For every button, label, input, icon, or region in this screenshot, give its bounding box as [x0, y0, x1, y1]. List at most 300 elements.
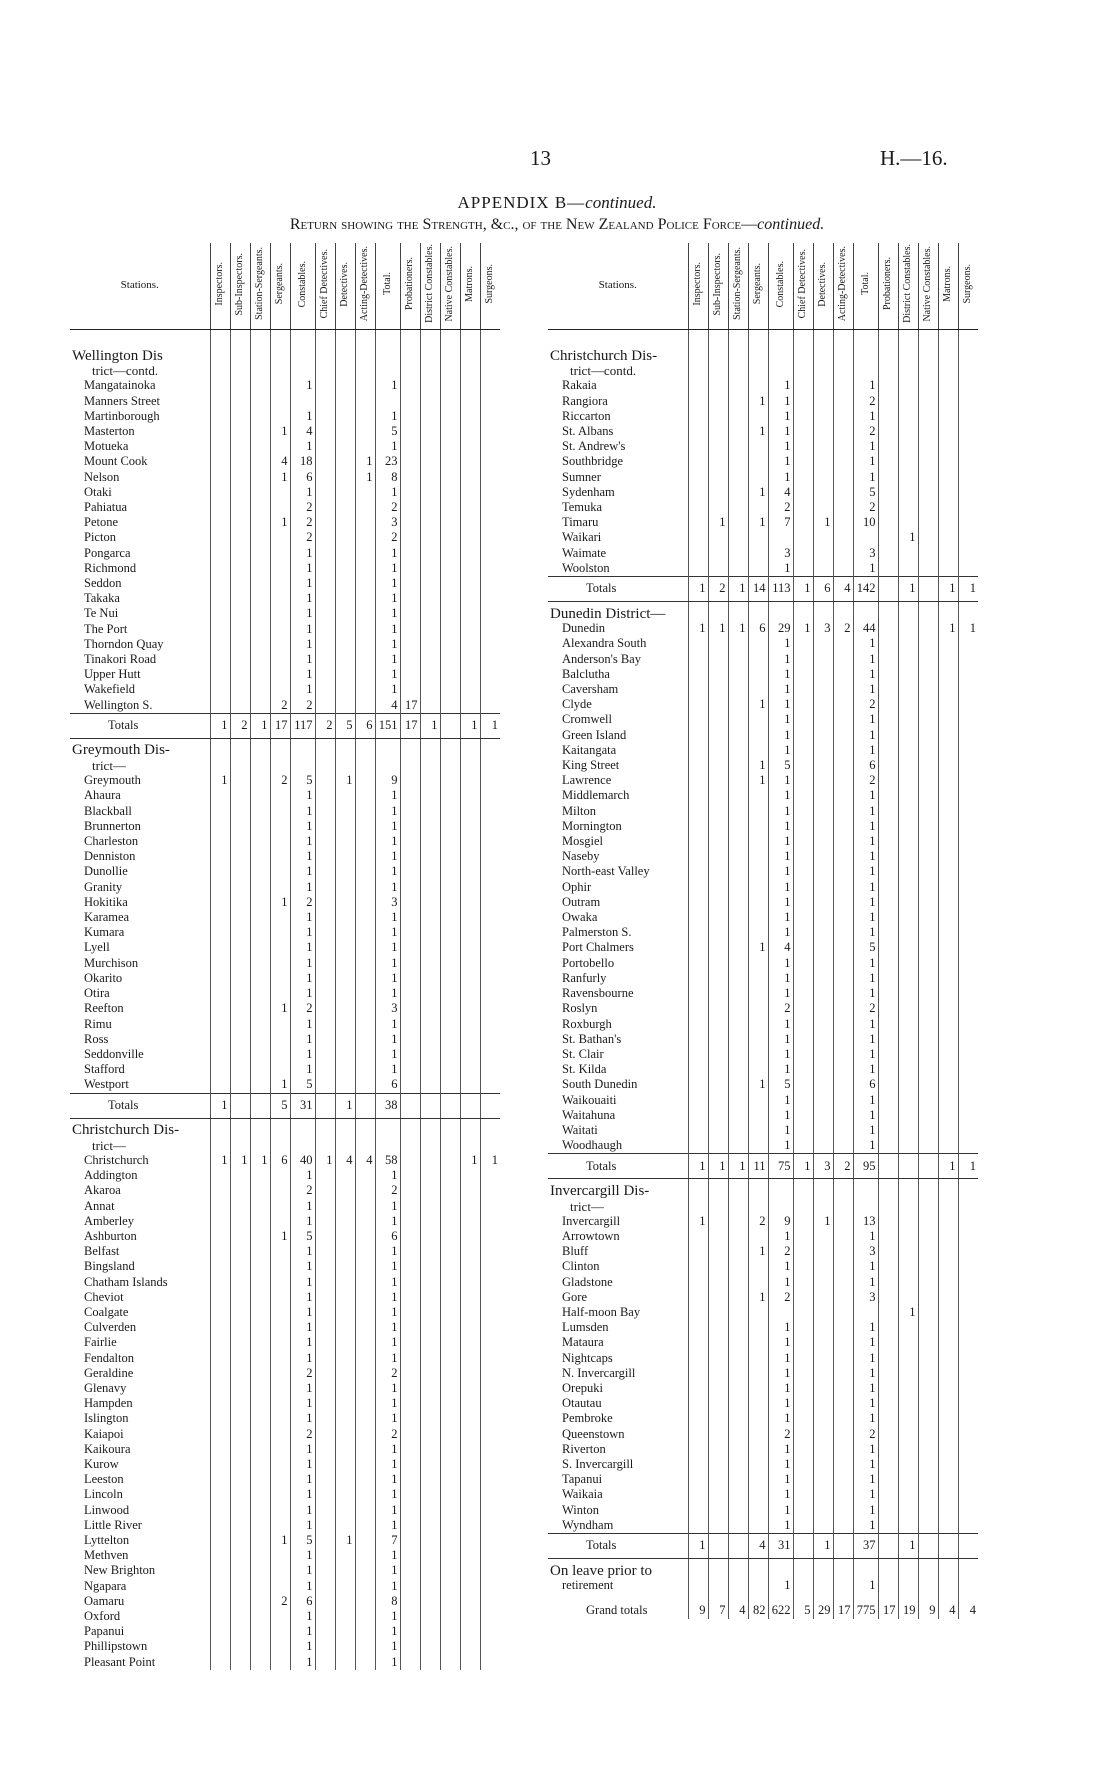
cell-value	[315, 1457, 335, 1472]
cell-value	[420, 1442, 440, 1457]
cell-value	[400, 925, 420, 940]
cell-value: 1	[290, 1259, 315, 1274]
table-row	[548, 880, 978, 895]
cell-value: 1	[290, 378, 315, 393]
column-header: Stations.	[548, 243, 688, 330]
cell-value	[420, 1244, 440, 1259]
cell-value: 1	[375, 1244, 400, 1259]
cell-value	[460, 1320, 480, 1335]
cell-value	[315, 1001, 335, 1016]
cell-value	[315, 1093, 335, 1118]
cell-value	[938, 1179, 958, 1199]
cell-value	[728, 804, 748, 819]
cell-value	[315, 424, 335, 439]
cell-value	[958, 925, 978, 940]
cell-value	[748, 652, 768, 667]
table-row	[548, 1290, 978, 1305]
cell-value: 1	[375, 849, 400, 864]
cell-value	[335, 1503, 355, 1518]
cell-value: 1	[290, 849, 315, 864]
table-row	[548, 1366, 978, 1381]
cell-value: 1	[290, 591, 315, 606]
cell-value	[250, 591, 270, 606]
cell-value	[315, 1335, 335, 1350]
cell-value: 1	[853, 1411, 878, 1426]
cell-value	[878, 1427, 898, 1442]
station-name: Lyttelton	[84, 1532, 130, 1547]
cell-value	[833, 864, 853, 879]
cell-value	[440, 1077, 460, 1093]
cell-value	[793, 834, 813, 849]
cell-value	[420, 1609, 440, 1624]
cell-value: 6	[270, 1153, 290, 1168]
table-row	[70, 910, 500, 925]
cell-value	[400, 1214, 420, 1229]
cell-value	[708, 1108, 728, 1123]
cell-value	[315, 363, 335, 378]
cell-value	[748, 1558, 768, 1578]
cell-value	[335, 1183, 355, 1198]
cell-value: 1	[853, 819, 878, 834]
cell-value	[938, 1123, 958, 1138]
cell-value	[440, 1320, 460, 1335]
cell-value	[420, 1487, 440, 1502]
cell-value	[688, 667, 708, 682]
cell-value	[250, 330, 270, 345]
cell-value	[230, 1533, 250, 1548]
station-name: trict—	[92, 758, 126, 774]
cell-value	[250, 1655, 270, 1670]
cell-value: 1	[375, 1199, 400, 1214]
cell-value	[355, 1427, 375, 1442]
cell-value	[833, 667, 853, 682]
cell-value	[335, 819, 355, 834]
cell-value	[813, 1062, 833, 1077]
cell-value	[480, 576, 500, 591]
table-row	[548, 697, 978, 712]
cell-value	[768, 1179, 793, 1199]
cell-value: 1	[853, 1123, 878, 1138]
cell-value	[400, 1381, 420, 1396]
cell-value: 1	[853, 1396, 878, 1411]
cell-value	[335, 1275, 355, 1290]
cell-value	[315, 454, 335, 469]
table-row	[70, 1062, 500, 1077]
station-name: St. Albans	[562, 424, 614, 438]
table-row	[70, 561, 500, 576]
cell-value	[793, 485, 813, 500]
cell-value	[230, 1442, 250, 1457]
cell-value	[728, 773, 748, 788]
cell-value	[958, 788, 978, 803]
cell-value	[938, 971, 958, 986]
cell-value	[400, 591, 420, 606]
column-header	[688, 243, 708, 330]
station-name: Stafford	[84, 1062, 125, 1077]
cell-value: 622	[768, 1603, 793, 1618]
station-name: Christchurch	[84, 1152, 149, 1167]
cell-value	[688, 834, 708, 849]
cell-value	[480, 925, 500, 940]
cell-value	[938, 1442, 958, 1457]
station-name: Invercargill	[562, 1213, 621, 1228]
cell-value	[748, 1518, 768, 1534]
cell-value	[420, 546, 440, 561]
cell-value	[230, 1335, 250, 1350]
cell-value	[768, 602, 793, 622]
cell-value	[793, 470, 813, 485]
cell-value	[230, 819, 250, 834]
cell-value	[270, 1259, 290, 1274]
cell-value	[918, 424, 938, 439]
station-name: Richmond	[84, 560, 137, 575]
cell-value	[938, 1093, 958, 1108]
cell-value	[315, 606, 335, 621]
cell-value	[460, 606, 480, 621]
station-name: Mornington	[562, 818, 622, 833]
cell-value	[270, 1381, 290, 1396]
cell-value	[708, 743, 728, 758]
table-row	[548, 636, 978, 651]
cell-value: 3	[375, 515, 400, 530]
cell-value	[833, 652, 853, 667]
cell-value	[898, 728, 918, 743]
cell-value: 113	[768, 577, 793, 602]
cell-value	[355, 330, 375, 345]
station-name: trict—	[92, 1137, 126, 1153]
cell-value	[210, 1381, 230, 1396]
column-header-label: Surgeons.	[962, 264, 974, 304]
cell-value: 2	[290, 1366, 315, 1381]
cell-value	[460, 424, 480, 439]
cell-value	[793, 530, 813, 545]
cell-value	[460, 1594, 480, 1609]
cell-value	[250, 910, 270, 925]
table-row	[70, 698, 500, 714]
cell-value	[793, 880, 813, 895]
station-name: Orepuki	[562, 1380, 603, 1395]
table-row	[548, 1320, 978, 1335]
cell-value	[958, 1427, 978, 1442]
cell-value	[440, 1351, 460, 1366]
cell-value	[878, 621, 898, 636]
strength-table-left	[70, 243, 500, 1670]
cell-value	[230, 895, 250, 910]
cell-value	[853, 330, 878, 345]
cell-value	[460, 1229, 480, 1244]
cell-value	[290, 738, 315, 758]
cell-value	[355, 424, 375, 439]
table-row	[70, 1244, 500, 1259]
cell-value	[460, 591, 480, 606]
cell-value: 2	[290, 895, 315, 910]
cell-value	[230, 1259, 250, 1274]
cell-value: 5	[375, 424, 400, 439]
station-name: The Port	[84, 621, 128, 636]
cell-value	[813, 1472, 833, 1487]
right-table-panel	[548, 243, 1016, 1619]
cell-value: 1	[290, 880, 315, 895]
cell-value	[335, 682, 355, 697]
cell-value: 1	[290, 1305, 315, 1320]
cell-value: 2	[230, 713, 250, 738]
cell-value	[210, 910, 230, 925]
table-row	[548, 1487, 978, 1502]
cell-value	[918, 773, 938, 788]
cell-value	[833, 1123, 853, 1138]
cell-value	[440, 773, 460, 788]
cell-value	[938, 1396, 958, 1411]
cell-value	[688, 1366, 708, 1381]
cell-value	[250, 1032, 270, 1047]
cell-value	[480, 1290, 500, 1305]
cell-value	[420, 1396, 440, 1411]
cell-value	[878, 1305, 898, 1320]
table-row	[548, 682, 978, 697]
cell-value	[898, 1396, 918, 1411]
cell-value	[270, 758, 290, 773]
cell-value	[230, 1199, 250, 1214]
cell-value	[833, 1335, 853, 1350]
cell-value: 1	[768, 1472, 793, 1487]
cell-value	[315, 330, 335, 345]
cell-value	[708, 330, 728, 345]
cell-value	[460, 1563, 480, 1578]
cell-value	[250, 1351, 270, 1366]
cell-value	[270, 1457, 290, 1472]
cell-value: 1	[375, 940, 400, 955]
totals-row	[548, 577, 978, 602]
cell-value: 1	[375, 1639, 400, 1654]
cell-value	[793, 1017, 813, 1032]
table-row	[548, 652, 978, 667]
cell-value	[250, 1047, 270, 1062]
station-name: Cheviot	[84, 1289, 124, 1304]
cell-value	[460, 1442, 480, 1457]
table-row	[70, 788, 500, 803]
cell-value: 1	[898, 577, 918, 602]
cell-value: 1	[768, 773, 793, 788]
cell-value	[420, 1533, 440, 1548]
cell-value	[400, 1563, 420, 1578]
cell-value	[400, 606, 420, 621]
cell-value	[833, 636, 853, 651]
cell-value	[898, 1411, 918, 1426]
cell-value	[335, 667, 355, 682]
cell-value	[480, 1503, 500, 1518]
cell-value	[728, 1593, 748, 1603]
cell-value: 1	[375, 819, 400, 834]
cell-value: 1	[768, 470, 793, 485]
cell-value	[878, 363, 898, 378]
cell-value	[270, 344, 290, 363]
cell-value	[918, 621, 938, 636]
cell-value	[315, 1032, 335, 1047]
cell-value	[270, 1320, 290, 1335]
cell-value	[708, 788, 728, 803]
cell-value	[230, 1563, 250, 1578]
cell-value	[728, 910, 748, 925]
cell-value: 1	[768, 667, 793, 682]
cell-value	[250, 378, 270, 393]
cell-value	[355, 1214, 375, 1229]
cell-value	[375, 1138, 400, 1153]
cell-value	[853, 1199, 878, 1214]
station-name: Islington	[84, 1411, 129, 1426]
cell-value	[230, 1411, 250, 1426]
cell-value	[250, 1518, 270, 1533]
cell-value	[230, 1457, 250, 1472]
station-name: Lawrence	[562, 773, 612, 788]
cell-value: 1	[375, 1335, 400, 1350]
station-name: Totals	[70, 1093, 210, 1118]
cell-value	[918, 758, 938, 773]
cell-value	[230, 500, 250, 515]
cell-value	[878, 1533, 898, 1558]
cell-value	[400, 1609, 420, 1624]
column-header-label: Matrons.	[942, 265, 953, 302]
cell-value	[250, 1411, 270, 1426]
cell-value	[355, 1503, 375, 1518]
cell-value: 1	[375, 986, 400, 1001]
station-name: Waimate	[562, 545, 607, 560]
table-row	[548, 1093, 978, 1108]
cell-value	[460, 956, 480, 971]
cell-value	[708, 910, 728, 925]
cell-value	[440, 971, 460, 986]
cell-value	[898, 561, 918, 577]
table-row	[70, 1442, 500, 1457]
cell-value	[833, 394, 853, 409]
column-header	[878, 243, 898, 330]
cell-value	[420, 925, 440, 940]
cell-value	[440, 667, 460, 682]
cell-value	[878, 743, 898, 758]
cell-value: 6	[853, 758, 878, 773]
cell-value	[938, 409, 958, 424]
cell-value	[918, 1259, 938, 1274]
cell-value	[335, 1548, 355, 1563]
cell-value	[793, 424, 813, 439]
cell-value	[708, 1578, 728, 1593]
cell-value	[768, 1593, 793, 1603]
cell-value	[688, 819, 708, 834]
cell-value	[708, 880, 728, 895]
cell-value	[793, 910, 813, 925]
cell-value	[420, 1351, 440, 1366]
station-name	[70, 330, 210, 345]
cell-value	[355, 409, 375, 424]
cell-value	[420, 378, 440, 393]
cell-value	[898, 1381, 918, 1396]
cell-value	[460, 546, 480, 561]
cell-value: 1	[853, 804, 878, 819]
cell-value	[748, 1335, 768, 1350]
cell-value	[355, 515, 375, 530]
cell-value	[210, 1214, 230, 1229]
cell-value	[898, 1123, 918, 1138]
cell-value	[878, 1457, 898, 1472]
column-header	[315, 243, 335, 330]
cell-value	[813, 1442, 833, 1457]
cell-value	[420, 424, 440, 439]
column-header	[748, 243, 768, 330]
cell-value	[230, 1548, 250, 1563]
cell-value	[898, 1487, 918, 1502]
district-heading-row	[70, 363, 500, 378]
cell-value: 1	[813, 1214, 833, 1229]
cell-value	[315, 1518, 335, 1533]
cell-value	[958, 1275, 978, 1290]
cell-value	[480, 470, 500, 485]
table-row	[70, 591, 500, 606]
cell-value	[355, 591, 375, 606]
cell-value	[833, 1199, 853, 1214]
cell-value	[793, 925, 813, 940]
table-row	[70, 1579, 500, 1594]
column-header	[708, 243, 728, 330]
cell-value	[813, 1427, 833, 1442]
cell-value	[878, 956, 898, 971]
cell-value	[355, 1093, 375, 1118]
cell-value: 1	[290, 606, 315, 621]
cell-value	[315, 500, 335, 515]
cell-value	[898, 804, 918, 819]
cell-value	[250, 1118, 270, 1138]
cell-value	[813, 330, 833, 345]
cell-value	[420, 409, 440, 424]
station-name: Roslyn	[562, 1001, 598, 1016]
cell-value	[813, 454, 833, 469]
cell-value	[315, 1214, 335, 1229]
cell-value	[918, 561, 938, 577]
cell-value	[793, 773, 813, 788]
cell-value	[898, 1366, 918, 1381]
cell-value	[918, 925, 938, 940]
cell-value: 1	[853, 1259, 878, 1274]
cell-value: 1	[748, 515, 768, 530]
cell-value: 1	[853, 1032, 878, 1047]
cell-value	[460, 454, 480, 469]
cell-value	[688, 330, 708, 345]
cell-value: 1	[853, 834, 878, 849]
cell-value	[335, 1214, 355, 1229]
cell-value	[833, 1533, 853, 1558]
cell-value	[793, 652, 813, 667]
cell-value	[335, 1427, 355, 1442]
cell-value	[878, 697, 898, 712]
cell-value	[958, 439, 978, 454]
cell-value	[250, 1487, 270, 1502]
cell-value	[708, 712, 728, 727]
cell-value	[813, 834, 833, 849]
cell-value	[878, 864, 898, 879]
cell-value	[918, 1593, 938, 1603]
table-row	[548, 743, 978, 758]
cell-value: 2	[290, 1427, 315, 1442]
cell-value	[793, 743, 813, 758]
table-row	[70, 1275, 500, 1290]
cell-value	[420, 1579, 440, 1594]
cell-value	[460, 1472, 480, 1487]
cell-value	[793, 1214, 813, 1229]
cell-value	[918, 956, 938, 971]
cell-value	[355, 849, 375, 864]
cell-value	[728, 636, 748, 651]
station-name: Alexandra South	[562, 636, 647, 651]
cell-value	[878, 667, 898, 682]
table-row	[70, 956, 500, 971]
